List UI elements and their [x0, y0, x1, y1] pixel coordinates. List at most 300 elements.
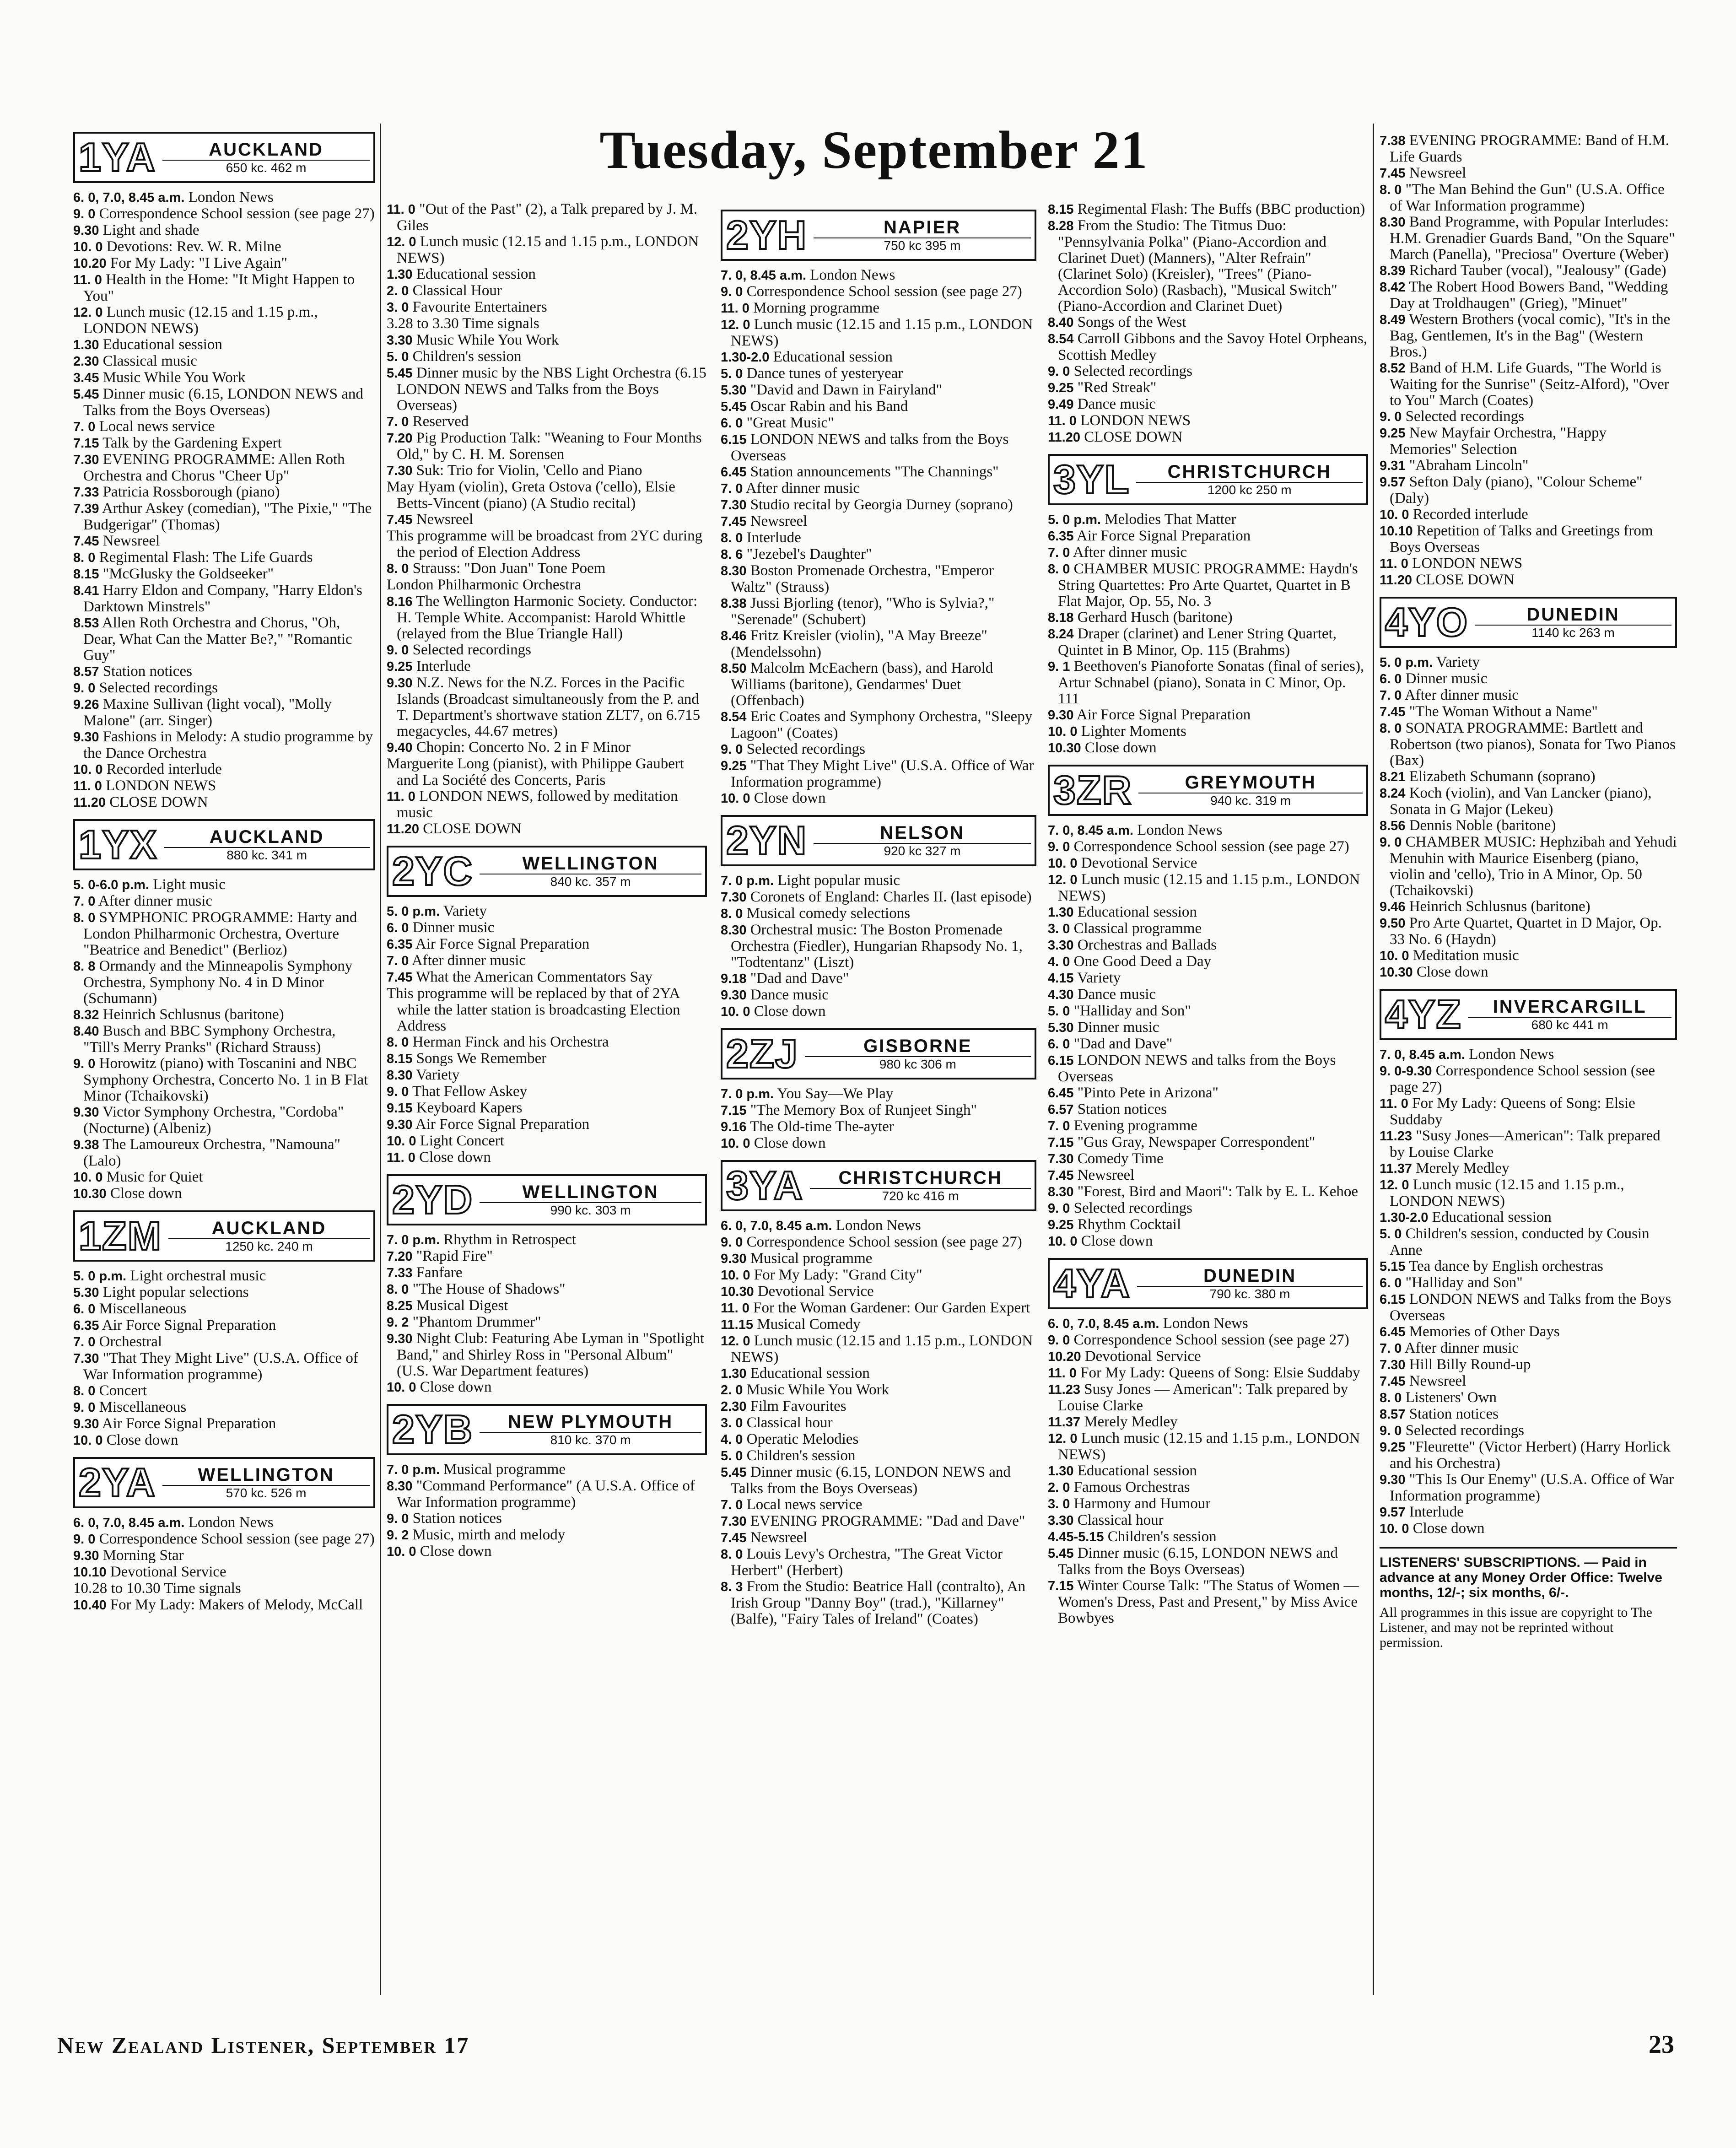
program-title: EVENING PROGRAMME: Allen Roth Orchestra and Chorus "Cheer Up" [83, 451, 345, 484]
program-time: 12. 0 [721, 318, 750, 332]
program-title: Melodies That Matter [1105, 511, 1236, 528]
station-city: DUNEDIN [1526, 604, 1620, 625]
program-title: Songs of the West [1077, 314, 1186, 330]
program-listing [1048, 396, 1368, 413]
program-time: 7. 0, 8.45 a.m. [1380, 1047, 1466, 1062]
program-title: After dinner music [1404, 687, 1519, 703]
program-listing [1048, 1463, 1368, 1479]
program-title: Heinrich Schlusnus (baritone) [102, 1006, 284, 1023]
station-city: DUNEDIN [1203, 1266, 1297, 1286]
program-time: 6.15 [721, 432, 747, 447]
program-listing [1048, 331, 1368, 363]
program-title: Devotional Service [110, 1564, 226, 1580]
program-title: Lighter Moments [1081, 723, 1186, 739]
program-time: 7.45 [73, 534, 99, 549]
program-time: 7.30 [721, 890, 747, 905]
program-time: 8.15 [1048, 202, 1074, 217]
program-time: 10. 0 [73, 762, 103, 777]
program-title: After dinner music [1404, 1340, 1519, 1356]
program-title: Richard Tauber (vocal), "Jealousy" (Gade) [1409, 262, 1666, 279]
program-title: Classical programme [1073, 920, 1202, 937]
program-title: That Fellow Askey [412, 1083, 528, 1100]
program-listing [1048, 1332, 1368, 1349]
program-listing [73, 1531, 375, 1548]
program-title: London News [188, 1514, 274, 1531]
program-time: 12. 0 [1048, 1431, 1078, 1446]
program-listing [1380, 1357, 1677, 1373]
program-listing [721, 415, 1036, 432]
program-listing [73, 1432, 375, 1449]
program-time: 9. 0 [387, 643, 409, 658]
program-listing [721, 1119, 1036, 1135]
program-listing [721, 382, 1036, 399]
program-title: For My Lady: Makers of Melody, McCall [110, 1597, 363, 1613]
program-listing [721, 1398, 1036, 1415]
program-time: 7.45 [1380, 1374, 1406, 1389]
program-listing [1380, 1472, 1677, 1504]
program-listing [1380, 474, 1677, 507]
station-info [162, 1465, 370, 1500]
program-time: 11. 0 [1380, 1096, 1408, 1111]
program-title: Health in the Home: "It Might Happen to You" [83, 271, 355, 304]
program-title: Dennis Noble (baritone) [1409, 817, 1556, 834]
program-listing [1380, 1177, 1677, 1209]
program-listing [1380, 572, 1677, 588]
program-time: 9.30 [1380, 1473, 1406, 1487]
program-title: "Rapid Fire" [416, 1248, 493, 1264]
program-time: 10.10 [1380, 524, 1413, 539]
program-title: Musical programme [443, 1461, 566, 1478]
program-listing [721, 1497, 1036, 1513]
program-listing [1380, 1047, 1677, 1063]
program-time: 9. 0 [1048, 1201, 1070, 1216]
program-title: Night Club: Featuring Abe Lyman in "Spotlight Band," and Shirley Ross in "Personal Album" (U.S. War Department features) [397, 1330, 705, 1379]
program-time: 7.33 [387, 1266, 413, 1280]
program-listing [1048, 872, 1368, 904]
program-time: 7.30 [387, 464, 413, 478]
program-listing [73, 272, 375, 304]
station-header [73, 1457, 375, 1508]
program-time: 10. 0 [1380, 1522, 1409, 1536]
program-listing [721, 922, 1036, 971]
program-listing [1048, 363, 1368, 380]
program-time: 8. 0 [73, 911, 96, 925]
program-title: "Pinto Pete in Arizona" [1077, 1085, 1219, 1101]
program-listing [387, 299, 707, 316]
program-listing [721, 1415, 1036, 1431]
program-title: "That They Might Live" (U.S.A. Office of War Information programme) [83, 1350, 358, 1383]
program-title: Local news service [99, 418, 215, 435]
program-listing [1048, 610, 1368, 626]
program-time: 4. 0 [721, 1432, 743, 1447]
program-time: 8. 8 [73, 959, 96, 974]
program-title: "Gus Gray, Newspaper Correspondent" [1077, 1134, 1315, 1150]
program-title: Orchestral music: The Boston Promenade Orchestra (Fiedler), Hungarian Rhapsody No. 1, "Todtentanz" (Liszt) [731, 922, 1023, 971]
program-listing [387, 642, 707, 658]
program-title: Correspondence School session (see page 27) [1073, 838, 1349, 855]
program-time: 10.30 [1380, 965, 1413, 980]
program-listing [721, 889, 1036, 906]
column-5-body [1380, 133, 1677, 1537]
program-title: Variety [443, 903, 487, 919]
station-call-sign: 2ZJ [726, 1031, 798, 1076]
program-title: Chopin: Concerto No. 2 in F Minor [416, 739, 631, 756]
program-title: Educational session [750, 1365, 870, 1382]
program-time: 11. 0 [387, 1150, 415, 1165]
program-title: Children's session, conducted by Cousin Anne [1390, 1225, 1650, 1258]
program-listing [1048, 1020, 1368, 1036]
station-info [810, 1168, 1031, 1204]
program-time: 3.30 [1048, 1513, 1074, 1528]
station-city: NAPIER [884, 217, 961, 237]
program-title: Strauss: "Don Juan" Tone Poem [412, 560, 606, 577]
program-listing [1048, 429, 1368, 446]
program-listing [387, 1232, 707, 1248]
program-title: Favourite Entertainers [412, 299, 547, 315]
program-title: Evening programme [1073, 1117, 1197, 1134]
program-title: The Wellington Harmonic Society. Conductor: H. Temple White. Accompanist: Harold Whittle (relayed from the Blue Triangle Hall) [397, 593, 698, 642]
program-title: Horowitz (piano) with Toscanini and NBC Symphony Orchestra, Concerto No. 1 in B Flat Minor (Tchaikovski) [83, 1055, 368, 1104]
program-title: "Fleurette" (Victor Herbert) (Harry Horlick and his Orchestra) [1390, 1439, 1671, 1472]
program-listing [387, 1544, 707, 1560]
station-frequency: 570 kc. 526 m [162, 1485, 370, 1500]
program-title: "Halliday and Son" [1405, 1274, 1523, 1291]
program-title: Interlude [416, 658, 471, 675]
program-time: 7.30 [1380, 1358, 1406, 1372]
program-listing [1380, 720, 1677, 769]
program-time: 8.30 [721, 923, 747, 938]
program-time: 9.30 [73, 1417, 99, 1431]
program-listing [1048, 1217, 1368, 1233]
program-title: Selected recordings [1405, 1422, 1524, 1439]
program-title: Western Brothers (vocal comic), "It's in the Bag, Gentlemen, It's in the Bag" (Western Bros.) [1390, 311, 1671, 360]
program-listing [387, 1084, 707, 1100]
program-listing [1380, 1291, 1677, 1324]
program-listing [1380, 165, 1677, 182]
program-title: Recorded interlude [106, 761, 222, 777]
program-listing [387, 1067, 707, 1084]
program-title: Concert [99, 1382, 147, 1399]
program-title: Reserved [412, 413, 469, 430]
program-time: 3. 0 [721, 1416, 743, 1430]
program-listing [73, 1416, 375, 1432]
program-title: Interlude [1409, 1504, 1464, 1520]
station-call-sign: 2YD [392, 1177, 474, 1222]
program-title: Correspondence School session (see page 27) [1073, 1332, 1349, 1348]
program-title: LONDON NEWS and talks from the Boys Overseas [731, 431, 1009, 464]
program-time: 8. 0 [73, 550, 96, 565]
program-time: 11. 0 [1048, 1366, 1077, 1381]
program-listing [1048, 1151, 1368, 1167]
program-time: 8.57 [73, 664, 99, 679]
page-title: Tuesday, September 21 [599, 120, 1148, 180]
program-listing [721, 906, 1036, 922]
program-listing [1380, 704, 1677, 720]
program-time: 5.45 [387, 366, 413, 381]
program-listing [721, 1284, 1036, 1300]
program-title: Heinrich Schlusnus (baritone) [1409, 898, 1590, 915]
program-listing [387, 788, 707, 821]
program-listing [73, 664, 375, 680]
program-time: 9. 1 [1048, 659, 1070, 674]
program-time: 9.26 [73, 697, 99, 712]
program-listing [73, 1023, 375, 1056]
program-time: 10.30 [1048, 741, 1081, 756]
program-time: 4. 0 [1048, 955, 1070, 969]
program-listing [387, 283, 707, 299]
program-time: 8.39 [1380, 264, 1406, 278]
station-call-sign: 1ZM [79, 1213, 162, 1258]
program-time: 6. 0 [387, 921, 409, 935]
program-listing [387, 512, 707, 528]
program-time: 6.15 [1048, 1053, 1074, 1068]
program-time: 7. 0 [1048, 545, 1070, 560]
program-listing [721, 349, 1036, 366]
program-title: LONDON NEWS [1080, 412, 1191, 429]
program-listing [721, 1267, 1036, 1284]
program-time: 9. 2 [387, 1528, 409, 1543]
program-time: 7.38 [1380, 134, 1406, 148]
program-title: For the Woman Gardener: Our Garden Expert [753, 1300, 1030, 1316]
station-header [73, 132, 375, 183]
program-time: 9.30 [1048, 708, 1074, 723]
program-listing [1380, 1504, 1677, 1521]
program-time: 1.30 [73, 338, 99, 352]
program-time: 7.45 [1380, 166, 1406, 181]
program-listing [1048, 1003, 1368, 1020]
program-time: 3.30 [387, 333, 413, 348]
program-time: 10. 0 [1048, 1234, 1078, 1249]
column-3 [721, 201, 1036, 1627]
program-time: 12. 0 [1380, 1178, 1409, 1193]
station-city: GREYMOUTH [1185, 772, 1316, 793]
program-title: Music for Quiet [106, 1169, 203, 1185]
program-listing [73, 1169, 375, 1186]
program-title: Talk by the Gardening Expert [102, 435, 282, 451]
program-time: 8.54 [1048, 332, 1074, 346]
program-title: For My Lady: Queens of Song: Elsie Suddaby [1080, 1365, 1360, 1381]
program-title: Dinner music [412, 919, 495, 936]
program-listing [1380, 1128, 1677, 1160]
program-listing [73, 615, 375, 664]
program-listing [1380, 1063, 1677, 1096]
program-time: 1.30 [721, 1366, 747, 1381]
program-time: 7. 0 [1380, 688, 1402, 703]
program-title: Fashions in Melody: A studio programme by the Dance Orchestra [83, 729, 373, 761]
station-frequency: 1200 kc 250 m [1136, 482, 1363, 497]
program-title: Morning Star [102, 1547, 184, 1564]
program-title: Correspondence School session (see page 27) [1390, 1063, 1655, 1096]
program-listing [73, 435, 375, 452]
program-title: Miscellaneous [99, 1399, 187, 1415]
station-city: NELSON [880, 823, 965, 843]
program-listing [387, 316, 707, 332]
program-time: 7. 0 [721, 1498, 743, 1512]
program-listing [73, 1007, 375, 1023]
program-listing [721, 1431, 1036, 1448]
program-time: 9.25 [1380, 1440, 1406, 1455]
program-time: 9.38 [73, 1138, 99, 1152]
program-listing [1380, 818, 1677, 834]
station-call-sign: 3ZR [1053, 767, 1132, 813]
program-time: 6. 0 [1380, 672, 1402, 686]
program-listing [1048, 626, 1368, 658]
program-listing [73, 484, 375, 501]
program-listing [721, 432, 1036, 464]
station-frequency: 650 kc. 462 m [162, 160, 370, 175]
program-title: Children's session [412, 348, 522, 365]
program-time: 5. 0 p.m. [73, 1269, 127, 1284]
program-listing [73, 1186, 375, 1202]
subscription-text: LISTENERS' SUBSCRIPTIONS. — Paid in advance at any Money Order Office: Twelve months, 12/-; six months, 6/-. [1380, 1555, 1662, 1600]
program-listing [73, 239, 375, 255]
program-listing [73, 893, 375, 910]
program-time: 5. 0 [387, 350, 409, 364]
program-time: 5. 0 [1048, 1004, 1070, 1019]
program-time: 10. 0 [1380, 507, 1409, 522]
station-call-sign: 2YB [392, 1407, 474, 1452]
station-info [1468, 997, 1671, 1032]
program-title: Film Favourites [750, 1398, 846, 1414]
program-listing [1380, 507, 1677, 523]
program-title: Rhythm in Retrospect [443, 1231, 576, 1248]
program-time: 6. 0 [73, 1302, 96, 1317]
program-time: 5.45 [73, 387, 99, 402]
program-title: Lunch music (12.15 and 1.15 p.m., LONDON NEWS) [83, 304, 318, 337]
station-info [1138, 772, 1363, 808]
program-title: "Red Streak" [1077, 379, 1157, 396]
program-time: 3.45 [73, 371, 99, 385]
program-time: 8.56 [1380, 819, 1406, 833]
program-title: Studio recital by Georgia Durney (soprano) [750, 497, 1013, 513]
program-title: Light popular music [777, 872, 900, 889]
station-frequency: 920 kc 327 m [814, 843, 1031, 858]
program-listing [73, 1268, 375, 1284]
program-title: LONDON NEWS, followed by meditation music [397, 788, 678, 821]
station-city: AUCKLAND [209, 827, 324, 847]
program-time: 3.30 [1048, 938, 1074, 953]
program-title: Gerhard Husch (baritone) [1077, 609, 1233, 626]
program-title: Educational session [1432, 1209, 1552, 1225]
program-time: 11.37 [1048, 1415, 1080, 1430]
program-time: 7.45 [387, 513, 413, 527]
program-time: 9.30 [73, 1549, 99, 1563]
program-listing [1048, 218, 1368, 314]
program-listing [721, 1317, 1036, 1333]
program-time: 7. 0 [1380, 1341, 1402, 1356]
program-listing [721, 971, 1036, 987]
program-time: 10. 0 [387, 1134, 416, 1149]
program-listing [1048, 1036, 1368, 1052]
program-title: Close down [420, 1543, 492, 1560]
program-time: 11.20 [1048, 430, 1080, 445]
program-title: LONDON NEWS [1412, 555, 1523, 572]
program-listing [721, 513, 1036, 530]
program-title: Station notices [1077, 1101, 1167, 1117]
program-title: Merely Medley [1416, 1160, 1510, 1177]
program-title: Correspondence School session (see page 27) [746, 1234, 1022, 1250]
program-listing [387, 349, 707, 365]
program-title: "Dad and Dave" [750, 970, 849, 987]
program-time: 6. 0 [1048, 1037, 1070, 1052]
program-listing [1380, 214, 1677, 263]
program-title: Devotional Service [757, 1283, 874, 1300]
program-title: Dinner music (6.15, LONDON NEWS and Talks from the Boys Overseas) [731, 1464, 1011, 1497]
program-time: 7. 0 [387, 954, 409, 968]
program-time: 9.30 [387, 676, 413, 691]
station-header [387, 846, 707, 897]
program-time: 9.50 [1380, 916, 1406, 931]
program-listing [1048, 822, 1368, 839]
program-listing [73, 304, 375, 337]
program-time: 8. 0 [721, 1547, 743, 1562]
program-time: 12. 0 [721, 1334, 750, 1349]
program-time: 9. 0 [387, 1085, 409, 1099]
program-title: Harry Eldon and Company, "Harry Eldon's Darktown Minstrels" [83, 582, 362, 615]
program-listing [1380, 964, 1677, 981]
station-city: WELLINGTON [198, 1465, 334, 1485]
program-title: Newsreel [750, 513, 808, 529]
program-time: 9.30 [73, 730, 99, 745]
program-listing [1380, 671, 1677, 687]
program-listing [73, 1301, 375, 1317]
program-listing [1048, 904, 1368, 921]
program-listing [721, 709, 1036, 741]
program-listing [387, 1314, 707, 1331]
program-time: 8. 0 [1380, 721, 1402, 736]
program-time: 8.30 [1380, 215, 1406, 230]
program-title: Rhythm Cocktail [1077, 1216, 1181, 1233]
program-time: 10. 0 [721, 1136, 750, 1151]
program-title: Musical comedy selections [746, 905, 911, 922]
program-title: For My Lady: Queens of Song: Elsie Suddaby [1390, 1095, 1635, 1128]
program-listing [1380, 1340, 1677, 1357]
program-title: Educational session [1077, 1463, 1197, 1479]
program-title: Dance music [750, 987, 829, 1003]
program-listing [1048, 1200, 1368, 1217]
station-header [1048, 765, 1368, 816]
program-listing [1048, 1167, 1368, 1184]
station-header [721, 815, 1036, 866]
station-info [1137, 1266, 1363, 1301]
program-title: Lunch music (12.15 and 1.15 p.m., LONDON NEWS) [397, 233, 699, 266]
program-title: New Mayfair Orchestra, "Happy Memories" Selection [1390, 425, 1607, 458]
program-listing [387, 594, 707, 642]
program-listing [1380, 556, 1677, 572]
program-listing [73, 419, 375, 435]
program-time: 8.46 [721, 629, 747, 643]
program-title: Famous Orchestras [1073, 1479, 1190, 1495]
program-time: 8.30 [721, 564, 747, 578]
program-time: 11.23 [1048, 1382, 1080, 1397]
program-listing [1380, 1226, 1677, 1258]
program-listing [721, 464, 1036, 480]
program-title: "This Is Our Enemy" (U.S.A. Office of War Information programme) [1390, 1471, 1674, 1504]
program-listing [721, 1234, 1036, 1251]
program-title: Suk: Trio for Violin, 'Cello and Piano [416, 462, 642, 479]
program-time: 11. 0 [721, 1301, 749, 1316]
program-listing [1048, 1430, 1368, 1463]
program-title: "David and Dawn in Fairyland" [750, 382, 942, 398]
program-listing [721, 546, 1036, 563]
program-time: 8.15 [387, 1052, 413, 1066]
program-listing [721, 741, 1036, 758]
program-listing [73, 1284, 375, 1301]
program-title: Variety [1077, 970, 1121, 986]
program-time: 11. 0 [73, 273, 102, 287]
program-title: Classical hour [746, 1414, 833, 1431]
program-time: 7.45 [1048, 1168, 1074, 1183]
